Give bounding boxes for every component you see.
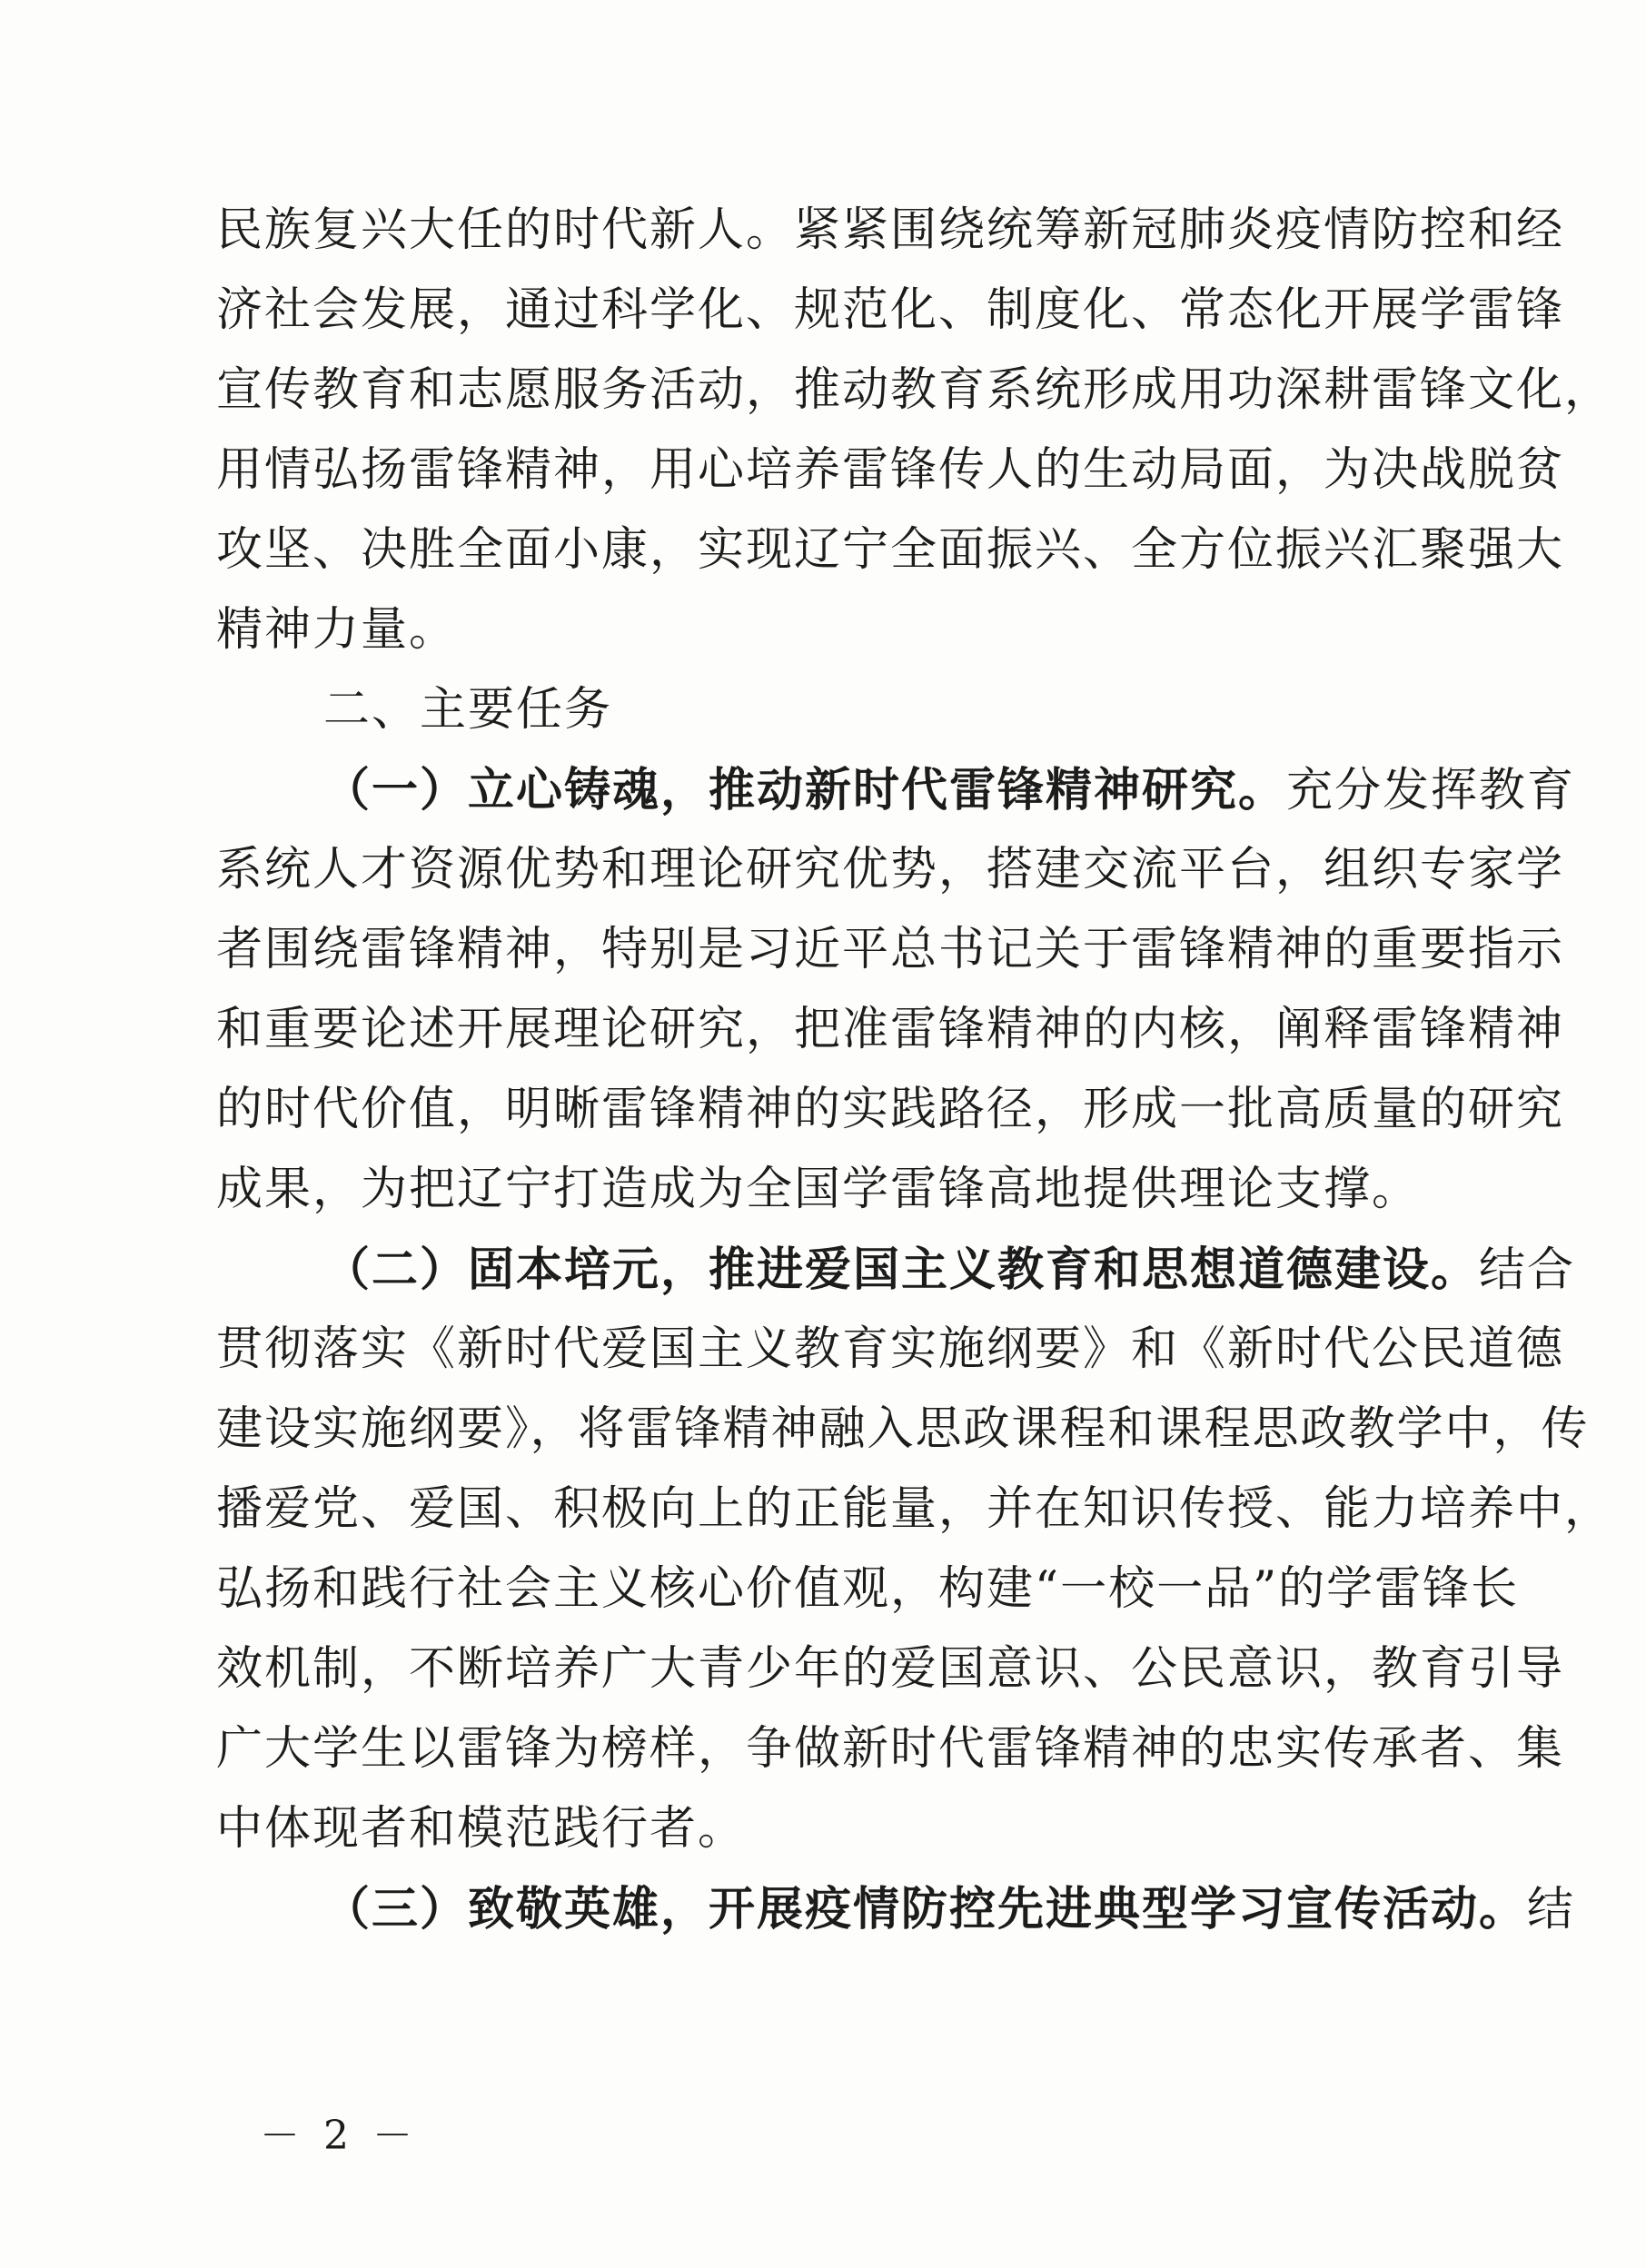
text-line: 济社会发展，通过科学化、规范化、制度化、常态化开展学雷锋 [216, 283, 1565, 337]
text-line: 建设实施纲要》，将雷锋精神融入思政课程和课程思政教学中，传 [216, 1402, 1590, 1456]
text-line: 广大学生以雷锋为榜样，争做新时代雷锋精神的忠实传承者、集 [216, 1722, 1565, 1776]
page-number: － 2 － [260, 2113, 418, 2159]
text-line: 的时代价值，明晰雷锋精神的实践路径，形成一批高质量的研究 [216, 1083, 1565, 1136]
task-2-first-line [216, 1230, 1576, 1310]
task-2-paragraph [216, 1230, 1613, 1869]
text-line: 系统人才资源优势和理论研究优势，搭建交流平台，组织专家学 [216, 843, 1565, 896]
text-line: 攻坚、决胜全面小康，实现辽宁全面振兴、全方位振兴汇聚强大 [216, 523, 1565, 577]
task-3-title: （三）致敬英雄，开展疫情防控先进典型学习宣传活动。 [323, 1882, 1528, 1936]
text-line: 播爱党、爱国、积极向上的正能量，并在知识传授、能力培养中， [216, 1482, 1613, 1536]
text-line: 者围绕雷锋精神，特别是习近平总书记关于雷锋精神的重要指示 [216, 923, 1565, 976]
task-3-paragraph [216, 1869, 1576, 1949]
section-heading: 二、主要任务 [323, 683, 613, 737]
task-1-title: （一）立心铸魂，推动新时代雷锋精神研究。 [323, 763, 1287, 817]
text-line: 贯彻落实《新时代爱国主义教育实施纲要》和《新时代公民道德 [216, 1322, 1565, 1376]
text-line: 效机制，不断培养广大青少年的爱国意识、公民意识，教育引导 [216, 1642, 1565, 1696]
text-line: 精神力量。 [216, 603, 458, 657]
text-line: 和重要论述开展理论研究，把准雷锋精神的内核，阐释雷锋精神 [216, 1003, 1565, 1056]
text-line: 弘扬和践行社会主义核心价值观，构建“一校一品”的学雷锋长 [216, 1562, 1520, 1616]
document-body [216, 191, 1613, 1949]
task-1-first-line [216, 750, 1576, 830]
text-line: 用情弘扬雷锋精神，用心培养雷锋传人的生动局面，为决战脱贫 [216, 443, 1565, 497]
text-line: 宣传教育和志愿服务活动，推动教育系统形成用功深耕雷锋文化， [216, 363, 1613, 417]
task-3-first-line-rest: 结 [1527, 1883, 1576, 1936]
task-2-title: （二）固本培元，推进爱国主义教育和思想道德建设。 [323, 1243, 1480, 1297]
text-line: 中体现者和模范践行者。 [216, 1802, 747, 1856]
text-line: 民族复兴大任的时代新人。紧紧围绕统筹新冠肺炎疫情防控和经 [216, 203, 1565, 257]
task-2-first-line-rest: 结合 [1479, 1243, 1576, 1297]
intro-paragraph [216, 191, 1613, 670]
task-1-first-line-rest: 充分发挥教育 [1286, 764, 1576, 817]
task-1-paragraph [216, 750, 1576, 1230]
text-line: 成果，为把辽宁打造成为全国学雷锋高地提供理论支撑。 [216, 1163, 1421, 1216]
task-3-first-line [216, 1869, 1576, 1949]
